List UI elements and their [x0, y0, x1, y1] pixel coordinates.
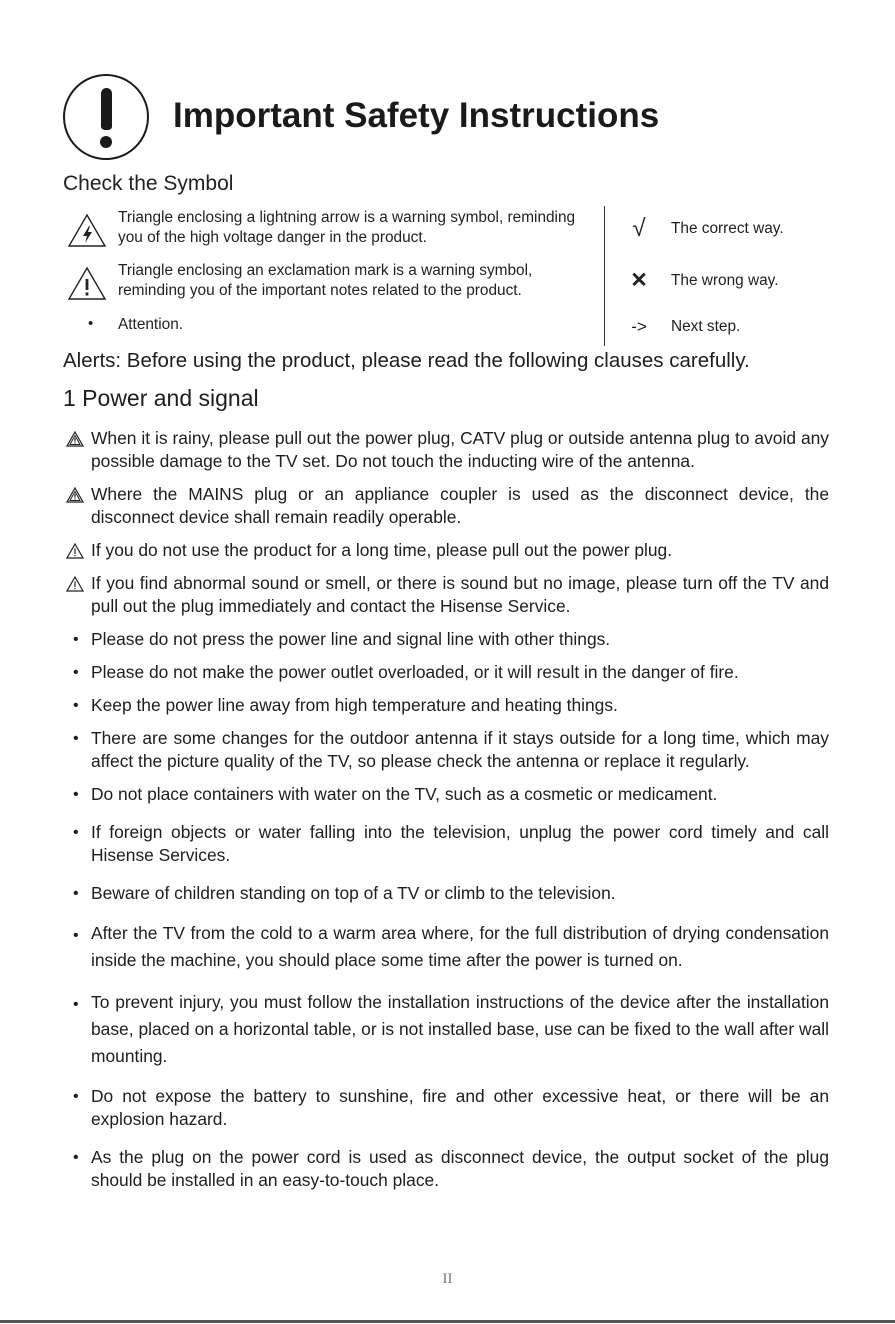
symbol-divider	[604, 206, 605, 346]
alerts-line: Alerts: Before using the product, please read the following clauses carefully.	[63, 349, 750, 372]
symbol-attention-row	[66, 315, 586, 335]
symbol-lightning-text: Triangle enclosing a lightning arrow is a warning symbol, reminding you of the high voltage danger in the product.	[118, 209, 576, 246]
cross-icon: ✕	[630, 269, 648, 292]
exclamation-circle-icon	[63, 74, 149, 160]
list-item	[63, 427, 829, 473]
symbol-exclamation-text: Triangle enclosing an exclamation mark is a warning symbol, reminding you of the important notes related to the product.	[118, 262, 533, 299]
list-item	[63, 920, 829, 974]
warning-triangle-icon	[66, 576, 84, 592]
list-item	[63, 783, 829, 806]
list-item	[63, 483, 829, 529]
list-item	[63, 821, 829, 867]
list-item-text: There are some changes for the outdoor antenna if it stays outside for a long time, which may affect the picture quality of the TV, so please check the antenna or replace it regularly.	[91, 728, 829, 771]
list-item	[63, 539, 829, 562]
list-item	[63, 694, 829, 717]
list-item-text: After the TV from the cold to a warm area where, for the full distribution of drying condensation inside the machine, you should place some time after the power is turned on.	[91, 923, 829, 970]
list-item	[63, 727, 829, 773]
instruction-list	[63, 427, 829, 1192]
list-item-text: To prevent injury, you must follow the installation instructions of the device after the installation base, placed on a horizontal table, or is not installed base, use can be fixed to the wall after wall mounting.	[91, 992, 829, 1066]
warning-triangle-icon	[66, 431, 84, 447]
symbol-exclamation-row	[66, 261, 586, 301]
arrow-icon: ->	[631, 317, 647, 336]
list-item	[63, 989, 829, 1070]
symbol-section-heading: Check the Symbol	[63, 172, 234, 195]
symbol-attention-text: Attention.	[118, 316, 184, 333]
page-bottom-rule	[0, 1320, 895, 1323]
bullet-icon: •	[73, 1088, 79, 1105]
warning-triangle-icon	[66, 487, 84, 503]
exclamation-triangle-icon	[66, 265, 108, 303]
bullet-icon: •	[73, 664, 79, 681]
symbol-next-text: Next step.	[671, 318, 741, 335]
lightning-triangle-icon	[66, 212, 108, 250]
list-item-text: When it is rainy, please pull out the power plug, CATV plug or outside antenna plug to avoid any possible damage to the TV set. Do not touch the inducting wire of the antenna.	[91, 428, 829, 471]
list-item-text: Keep the power line away from high temperature and heating things.	[91, 695, 618, 715]
symbol-legend-left	[66, 208, 586, 335]
bullet-icon: •	[73, 927, 79, 944]
check-icon: √	[632, 215, 646, 242]
symbol-next-row	[622, 314, 862, 340]
symbol-correct-text: The correct way.	[671, 220, 784, 237]
bullet-icon: •	[73, 697, 79, 714]
symbol-correct-row	[622, 216, 862, 242]
list-item-text: If foreign objects or water falling into the television, unplug the power cord timely and call Hisense Services.	[91, 822, 829, 865]
bullet-icon: •	[73, 1149, 79, 1166]
symbol-legend-right	[622, 215, 862, 336]
bullet-icon: •	[73, 996, 79, 1013]
bullet-icon: •	[73, 885, 79, 902]
page-number: II	[442, 1271, 453, 1287]
list-item-text: Beware of children standing on top of a TV or climb to the television.	[91, 883, 616, 903]
symbol-wrong-row	[622, 268, 862, 294]
list-item	[63, 1085, 829, 1131]
list-item-text: If you do not use the product for a long time, please pull out the power plug.	[91, 540, 673, 560]
list-item-text: As the plug on the power cord is used as disconnect device, the output socket of the plug should be installed in an easy-to-touch place.	[91, 1147, 829, 1190]
list-item-text: Please do not press the power line and signal line with other things.	[91, 629, 611, 649]
warning-triangle-icon	[66, 543, 84, 559]
bullet-icon: •	[73, 786, 79, 803]
bullet-icon: •	[73, 631, 79, 648]
list-item-text: Do not place containers with water on the TV, such as a cosmetic or medicament.	[91, 784, 718, 804]
list-item-text: Do not expose the battery to sunshine, fire and other excessive heat, or there will be an explosion hazard.	[91, 1086, 829, 1129]
list-item-text: Please do not make the power outlet overloaded, or it will result in the danger of fire.	[91, 662, 739, 682]
symbol-lightning-row	[66, 208, 586, 248]
list-item	[63, 572, 829, 618]
section-title: 1 Power and signal	[63, 385, 259, 411]
list-item	[63, 882, 829, 905]
list-item-text: If you find abnormal sound or smell, or there is sound but no image, please turn off the TV and pull out the plug immediately and contact the Hisense Service.	[91, 573, 829, 616]
page-title: Important Safety Instructions	[173, 96, 660, 135]
page-header	[63, 73, 660, 161]
bullet-icon: •	[73, 730, 79, 747]
bullet-icon: •	[73, 824, 79, 841]
bullet-icon: •	[88, 315, 94, 332]
list-item	[63, 1146, 829, 1192]
list-item	[63, 661, 829, 684]
list-item	[63, 628, 829, 651]
list-item-text: Where the MAINS plug or an appliance coupler is used as the disconnect device, the disconnect device shall remain readily operable.	[91, 484, 829, 527]
symbol-wrong-text: The wrong way.	[671, 272, 779, 289]
